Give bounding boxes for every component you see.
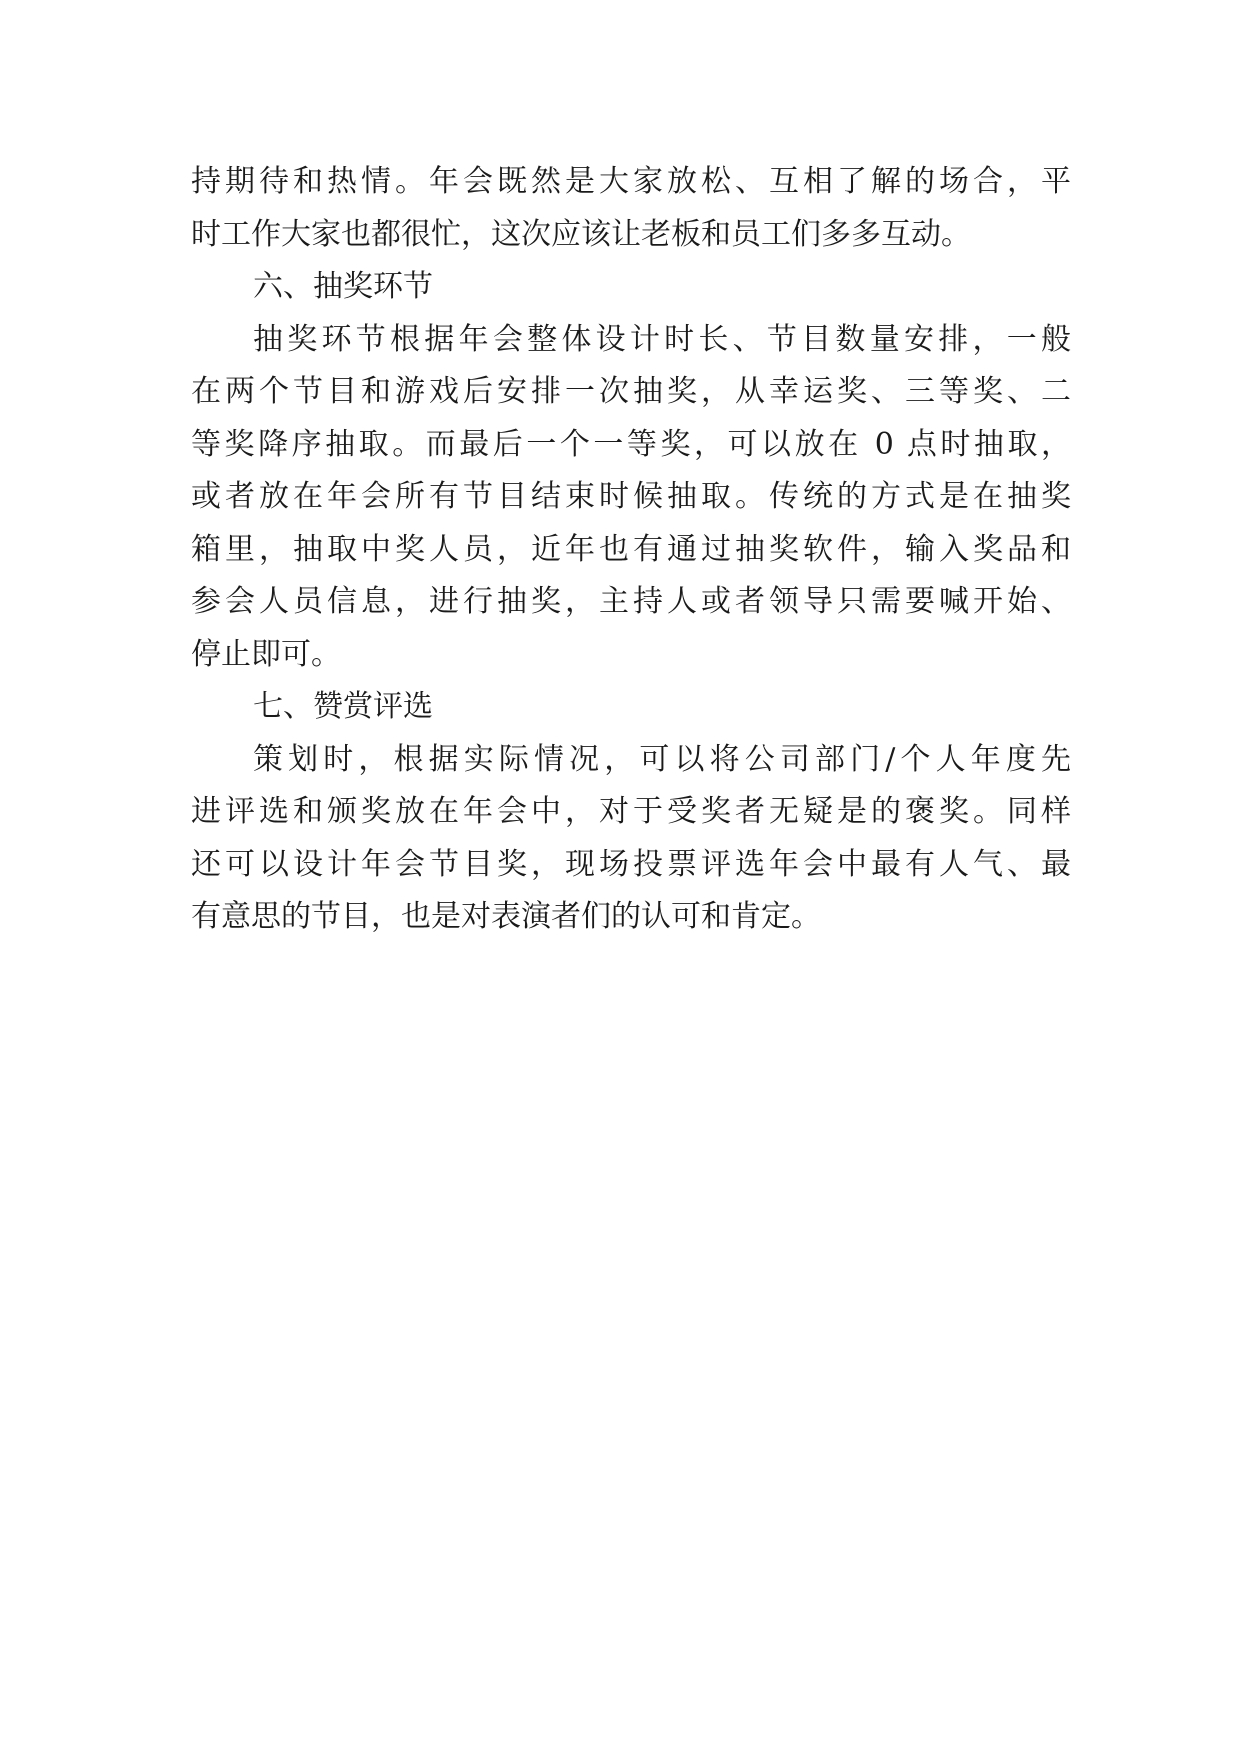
text-line: 有意思的节目，也是对表演者们的认可和肯定。 [191,899,821,934]
paragraph [191,156,1071,261]
text-line: 箱里，抽取中奖人员，近年也有通过抽奖软件，输入奖品和 [191,531,1071,567]
paragraph [191,734,1071,944]
text-line: 在两个节目和游戏后安排一次抽奖，从幸运奖、三等奖、二 [191,374,1071,409]
text-line: 策划时，根据实际情况，可以将公司部门/个人年度先 [253,741,1071,777]
text-line: 时工作大家也都很忙，这次应该让老板和员工们多多互动。 [191,216,971,252]
text-line: 或者放在年会所有节目结束时候抽取。传统的方式是在抽奖 [191,479,1071,514]
text-line: 抽奖环节根据年会整体设计时长、节目数量安排，一般 [253,321,1071,357]
text-line: 还可以设计年会节目奖，现场投票评选年会中最有人气、最 [191,846,1071,882]
text-line: 参会人员信息，进行抽奖，主持人或者领导只需要喊开始、 [191,584,1071,619]
document-body [191,156,1071,944]
text-line: 等奖降序抽取。而最后一个一等奖，可以放在 0 点时抽取， [191,426,1071,462]
paragraph [191,314,1071,682]
section-heading: 七、赞赏评选 [253,689,433,724]
section-heading: 六、抽奖环节 [253,269,433,304]
text-line: 持期待和热情。年会既然是大家放松、互相了解的场合，平 [191,164,1071,199]
text-line: 停止即可。 [191,636,341,672]
text-line: 进评选和颁奖放在年会中，对于受奖者无疑是的褒奖。同样 [191,794,1071,829]
